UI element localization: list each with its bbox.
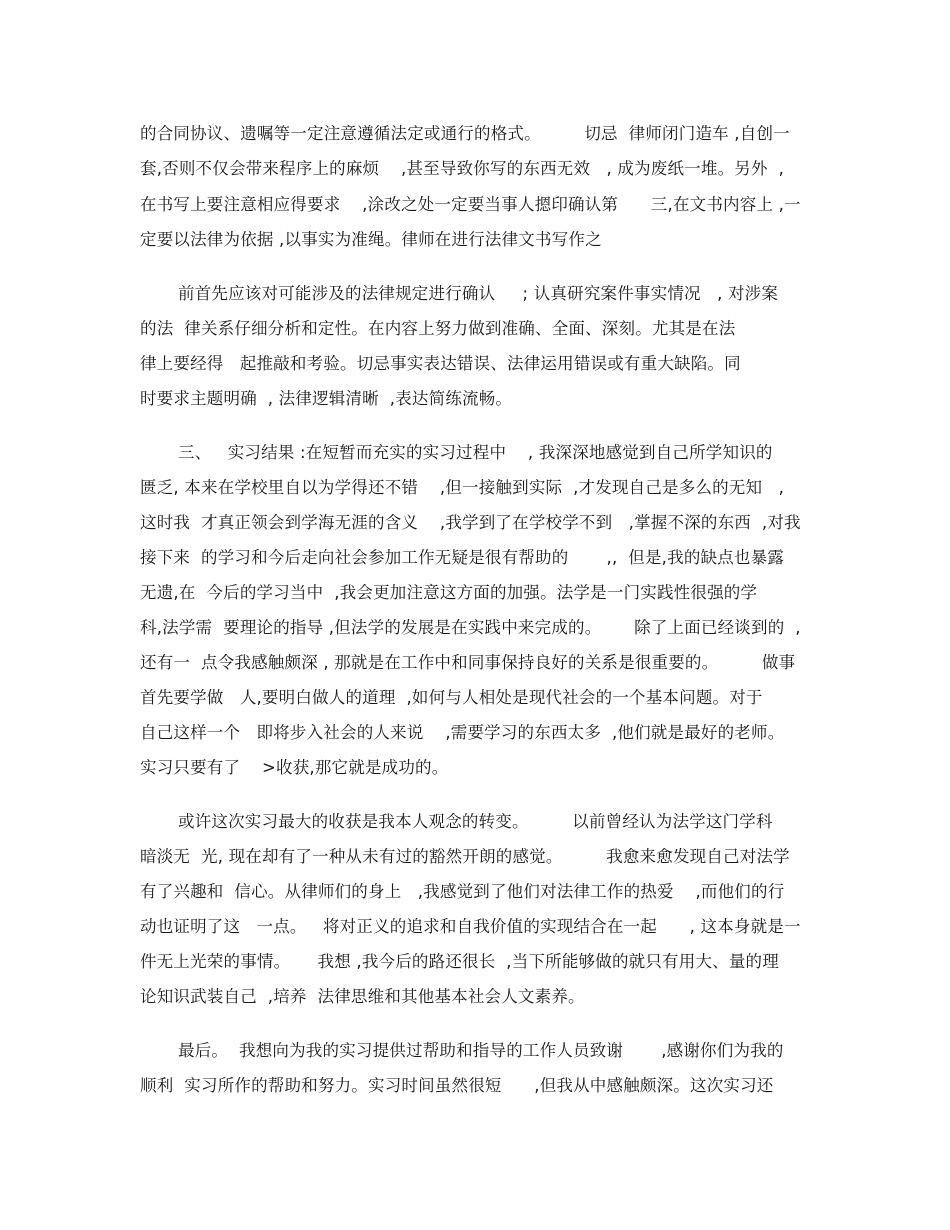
text-line: 匮乏, 本来在学校里自以为学得还不错 ,但一接触到实际 ,才发现自己是多么的无知 , [140, 478, 785, 497]
text-line: 接下来 的学习和今后走向社会参加工作无疑是很有帮助的 ,, 但是,我的缺点也暴露 [140, 548, 785, 567]
text-line: 律上要经得 起推敲和考验。切忌事实表达错误、法律运用错误或有重大缺陷。同 [140, 354, 741, 373]
text-line: 或许这次实习最大的收获是我本人观念的转变。 以前曾经认为法学这门学科 [178, 812, 773, 831]
text-line: 有了兴趣和 信心。从律师们的身上 ,我感觉到了他们对法律工作的热爱 ,而他们的行 [140, 882, 785, 901]
text-line: 最后。 我想向为我的实习提供过帮助和指导的工作人员致谢 ,感谢你们为我的 [178, 1041, 784, 1060]
text-line: 在书写上要注意相应得要求 ,涂改之处一定要当事人摁印确认第 三,在文书内容上 ,一 [140, 195, 801, 214]
text-line: 定要以法律为依据 ,以事实为准绳。律师在进行法律文书写作之 [140, 230, 602, 249]
text-line: 三、 实习结果 :在短暂而充实的实习过程中 , 我深深地感觉到自己所学知识的 [178, 443, 773, 462]
text-line: 实习只要有了 >收获,那它就是成功的。 [140, 758, 449, 777]
text-line: 暗淡无 光, 现在却有了一种从未有过的豁然开朗的感觉。 我愈来愈发现自己对法学 [140, 847, 790, 866]
text-line: 论知识武装自己 ,培养 法律思维和其他基本社会人文素养。 [140, 987, 585, 1006]
text-line: 动也证明了这 一点。 将对正义的追求和自我价值的实现结合在一起 , 这本身就是一 [140, 917, 801, 936]
text-line: 这时我 才真正领会到学海无涯的含义 ,我学到了在学校学不到 ,掌握不深的东西 ,对我 [140, 513, 801, 532]
text-line: 无遗,在 今后的学习当中 ,我会更加注意这方面的加强。法学是一门实践性很强的学 [140, 583, 758, 602]
text-line: 科,法学需 要理论的指导 ,但法学的发展是在实践中来完成的。 除了上面已经谈到的 , [140, 618, 801, 637]
text-line: 件无上光荣的事情。 我想 ,我今后的路还很长 ,当下所能够做的就只有用大、量的理 [140, 952, 779, 971]
text-line: 顺利 实习所作的帮助和努力。实习时间虽然很短 ,但我从中感触颇深。这次实习还 [140, 1076, 774, 1095]
text-line: 套,否则不仅会带来程序上的麻烦 ,甚至导致你写的东西无效 , 成为废纸一堆。另外 , [140, 159, 785, 178]
text-line: 的法 律关系仔细分析和定性。在内容上努力做到准确、全面、深刻。尤其是在法 [140, 319, 736, 338]
text-line: 首先要学做 人,要明白做人的道理 ,如何与人相处是现代社会的一个基本问题。对于 [140, 688, 763, 707]
text-line: 前首先应该对可能涉及的法律规定进行确认 ; 认真研究案件事实情况 , 对涉案 [178, 284, 779, 303]
text-line: 还有一 点令我感触颇深 , 那就是在工作中和同事保持良好的关系是很重要的。 做事 [140, 653, 796, 672]
text-line: 自己这样一个 即将步入社会的人来说 ,需要学习的东西太多 ,他们就是最好的老师。 [140, 723, 785, 742]
text-line: 时要求主题明确 , 法律逻辑清晰 ,表达简练流畅。 [140, 389, 513, 408]
text-line: 的合同协议、遗嘱等一定注意遵循法定或通行的格式。 切忌 律师闭门造车 ,自创一 [140, 124, 790, 143]
